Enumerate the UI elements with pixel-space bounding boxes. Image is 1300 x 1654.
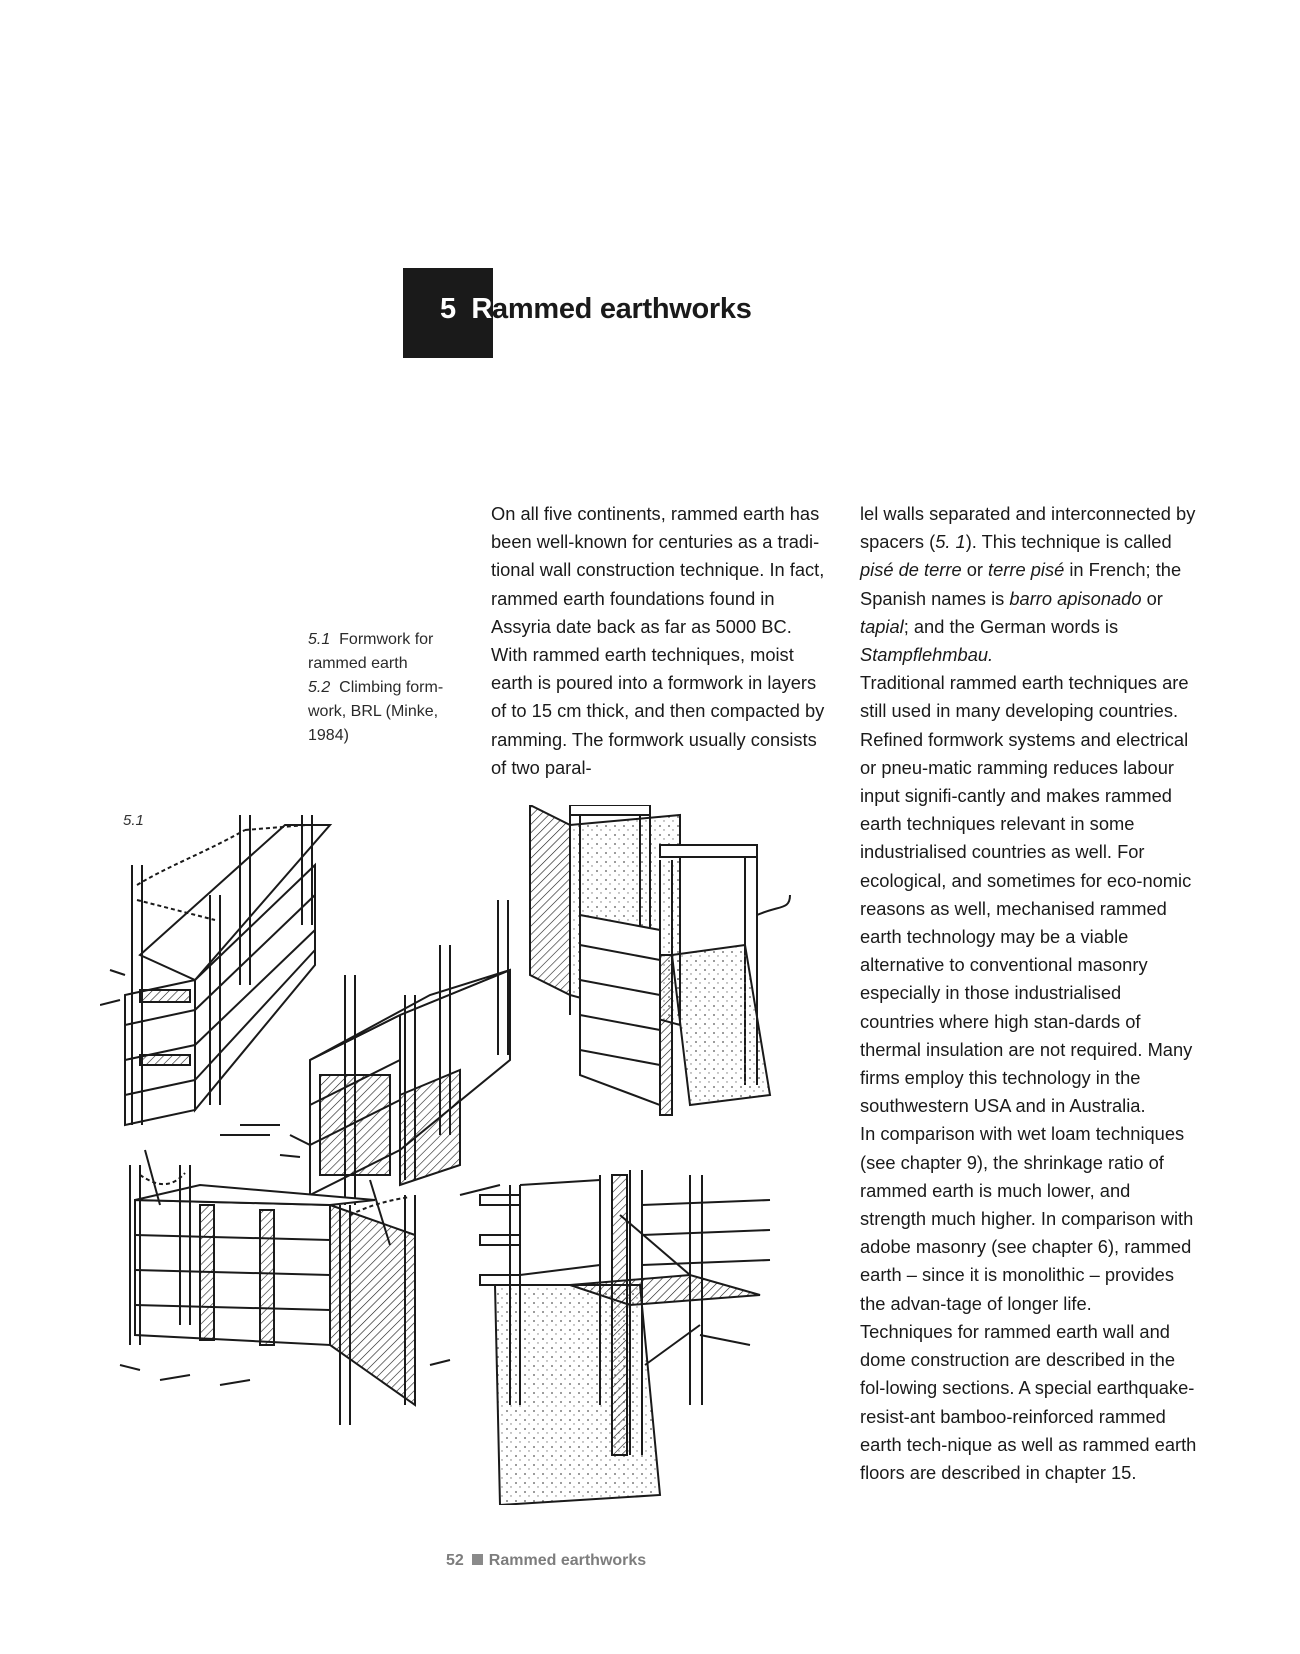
page-footer	[446, 1552, 646, 1570]
formwork-sketch-e	[480, 1170, 770, 1505]
formwork-illustration	[100, 805, 820, 1505]
foreign-term: pisé de terre	[860, 559, 962, 581]
paragraph: On all five continents, rammed earth has been well-known for centuries as a tradi-tional wall construction technique. In fact, rammed earth foundations found in Assyria date back as far as 5000 BC.	[491, 503, 825, 637]
foreign-term: terre pisé	[988, 559, 1065, 581]
caption-ref: 5.2	[308, 679, 331, 696]
footer-section-title: Rammed earthworks	[488, 1552, 647, 1569]
paragraph: Traditional rammed earth techniques are still used in many developing countries. Refined formwork systems and electrical or pneu-matic ramming reduces labour input signifi-cantly and makes rammed earth techniques relevant in some industrialised countries as well. For ecological, and sometimes for eco-nomic reasons as well, mechanised rammed earth technology may be a viable alternative to conventional masonry especially in those industrialised countries where high stan-dards of thermal insulation are not required. Many firms employ this technology in the southwestern USA and in Australia.	[860, 672, 1193, 1117]
chapter-title	[440, 293, 752, 326]
body-column-1	[491, 500, 831, 782]
figure-caption	[308, 628, 448, 748]
caption-item	[308, 628, 448, 676]
chapter-number: 5	[440, 293, 456, 325]
formwork-sketch-c	[530, 805, 790, 1115]
formwork-sketch-d	[120, 1150, 450, 1425]
caption-item	[308, 676, 448, 748]
caption-text: Formwork for rammed earth	[308, 631, 434, 672]
paragraph: Techniques for rammed earth wall and dome construction are described in the fol-lowing sections. A special earthquake-resist-ant bamboo-reinforced rammed earth tech-nique as well as rammed earth floors are described in chapter 15.	[860, 1320, 1197, 1483]
text-run: or	[961, 559, 989, 581]
page-number: 52	[446, 1552, 464, 1569]
text-run: in French; the Spanish names is	[860, 559, 1182, 609]
text-run: or	[1141, 587, 1163, 609]
caption-text: Climbing form-work, BRL (Minke, 1984)	[308, 679, 444, 744]
caption-ref: 5.1	[308, 631, 331, 648]
figure-label: 5.1	[123, 812, 144, 829]
foreign-term: Stampflehmbau.	[860, 644, 994, 666]
text-run: lel walls separated and interconnected by spacers (	[860, 503, 1196, 553]
text-run: ; and the German words is	[903, 615, 1119, 637]
paragraph: In comparison with wet loam techniques (see chapter 9), the shrinkage ratio of rammed earth is much lower, and strength much higher. In comparison with adobe masonry (see chapter 6), rammed earth – since it is monolithic – provides the advan-tage of longer life.	[860, 1123, 1194, 1314]
figure-ref: 5. 1	[935, 531, 966, 553]
formwork-sketch-a	[100, 815, 330, 1135]
paragraph	[860, 500, 1200, 669]
chapter-title-first-letter: R	[471, 293, 493, 325]
foreign-term: barro apisonado	[1009, 587, 1142, 609]
paragraph: With rammed earth techniques, moist earth is poured into a formwork in layers of to 15 cm thick, and then compacted by ramming. The formwork usually consists of two paral-	[491, 644, 825, 778]
body-column-2	[860, 500, 1200, 1487]
text-run: ). This technique is called	[965, 531, 1172, 553]
foreign-term: tapial	[860, 615, 904, 637]
chapter-title-rest: ammed earthworks	[492, 293, 752, 325]
square-icon	[472, 1554, 483, 1565]
